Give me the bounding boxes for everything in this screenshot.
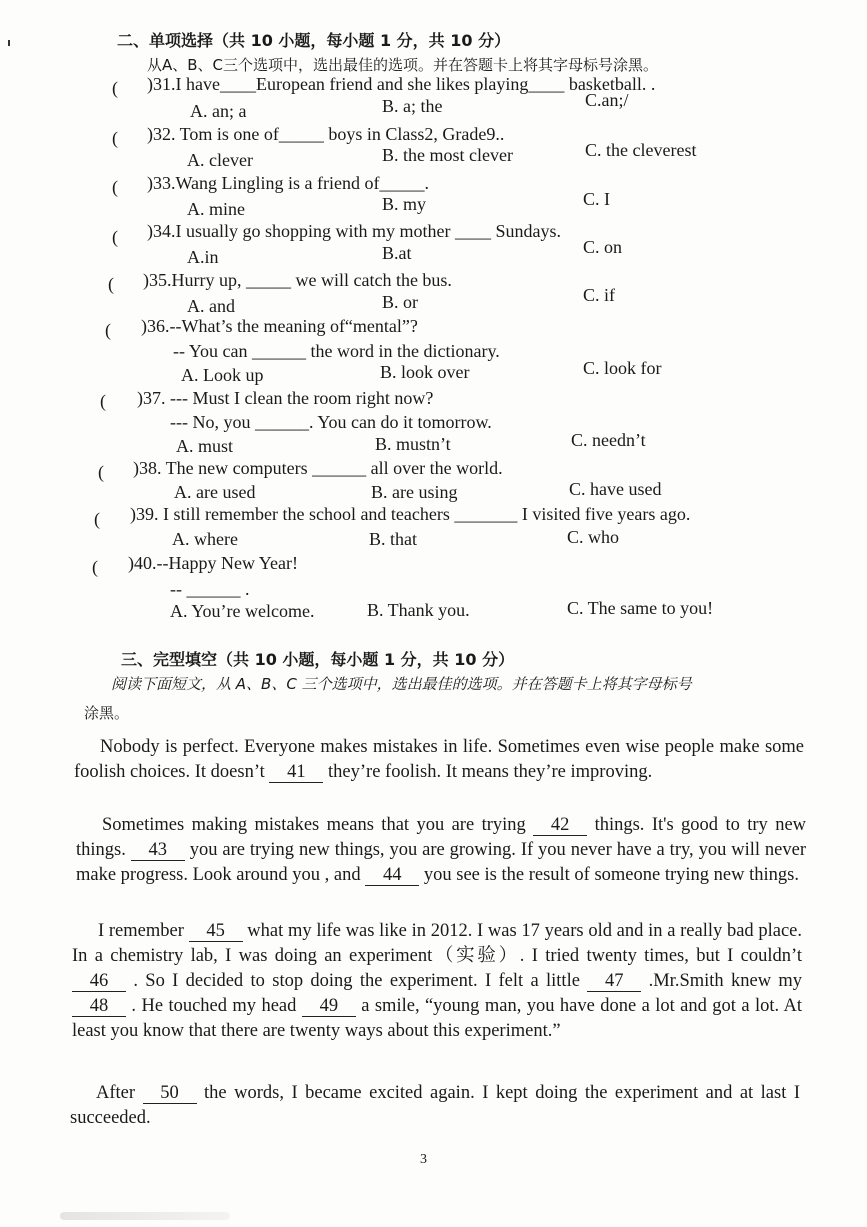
q33-option-c: C. I bbox=[583, 189, 610, 209]
p1-text-2: they’re foolish. It means they’re improving. bbox=[328, 762, 653, 782]
q36-option-b: B. look over bbox=[380, 362, 470, 382]
p3-text-5: . He touched my head bbox=[131, 996, 297, 1016]
section3-instruction-line2: 涂黑。 bbox=[84, 704, 130, 722]
blank-48: 48 bbox=[72, 996, 126, 1017]
q35-stem: )35.Hurry up, _____ we will catch the bus. bbox=[143, 270, 452, 290]
q33-paren: ( bbox=[112, 177, 118, 197]
q31-stem: )31.I have____European friend and she likes playing____ basketball. . bbox=[147, 74, 656, 94]
p1-text-1: Nobody is perfect. Everyone makes mistakes in life. Sometimes even wise people make some foolish choices. It doesn’t bbox=[74, 737, 804, 782]
q40-option-a: A. You’re welcome. bbox=[170, 601, 315, 621]
p2-text-3: you are trying new things, you are growing. If you never have a try, you will never make progress. Look around you , and bbox=[76, 840, 807, 885]
section2-instruction: 从A、B、C三个选项中，选出最佳的选项。并在答题卡上将其字母标号涂黑。 bbox=[147, 56, 659, 74]
p2-text-4: you see is the result of someone trying new things. bbox=[423, 865, 799, 885]
q31-option-b: B. a; the bbox=[382, 96, 443, 116]
q34-paren: ( bbox=[112, 227, 118, 247]
blank-47: 47 bbox=[587, 971, 641, 992]
q32-stem: )32. Tom is one of_____ boys in Class2, Grade9.. bbox=[147, 124, 505, 144]
q32-option-a: A. clever bbox=[187, 150, 253, 170]
q32-option-b: B. the most clever bbox=[382, 145, 513, 165]
q36-stem: )36.--What’s the meaning of“mental”? bbox=[141, 316, 418, 336]
blank-42: 42 bbox=[533, 815, 587, 836]
q38-paren: ( bbox=[98, 462, 104, 482]
blank-41: 41 bbox=[269, 762, 323, 783]
q33-option-a: A. mine bbox=[187, 199, 245, 219]
q34-option-a: A.in bbox=[187, 247, 219, 267]
q35-option-b: B. or bbox=[382, 292, 418, 312]
q39-option-b: B. that bbox=[369, 529, 417, 549]
q37-stem: )37. --- Must I clean the room right now? bbox=[137, 388, 434, 408]
blank-43: 43 bbox=[131, 840, 185, 861]
q33-stem: )33.Wang Lingling is a friend of_____. bbox=[147, 173, 429, 193]
passage-paragraph-2 bbox=[76, 813, 806, 888]
q35-paren: ( bbox=[108, 274, 114, 294]
q38-option-c: C. have used bbox=[569, 479, 662, 499]
q32-paren: ( bbox=[112, 128, 118, 148]
q37-paren: ( bbox=[100, 391, 106, 411]
q40-option-b: B. Thank you. bbox=[367, 600, 470, 620]
blank-49: 49 bbox=[302, 996, 356, 1017]
q32-option-c: C. the cleverest bbox=[585, 140, 697, 160]
q40-option-c: C. The same to you! bbox=[567, 598, 714, 618]
q37-option-a: A. must bbox=[176, 436, 234, 456]
q31-paren: ( bbox=[112, 78, 118, 98]
section2-title: 二、单项选择（共 10 小题，每小题 1 分，共 10 分） bbox=[117, 31, 511, 50]
p3-text-4: .Mr.Smith knew my bbox=[648, 971, 803, 991]
q38-option-a: A. are used bbox=[174, 482, 256, 502]
p4-text-2: the words, I became excited again. I kept doing the experiment and at last I succeeded. bbox=[70, 1083, 801, 1128]
q40-stem-line2: -- ______ . bbox=[170, 579, 250, 599]
p3-text-1: I remember bbox=[98, 921, 184, 941]
p3-text-6: a smile, “young man, you have done a lot and got a lot. At least you know that there are twenty ways about this experiment.” bbox=[72, 996, 803, 1041]
q37-option-b: B. mustn’t bbox=[375, 434, 451, 454]
p3-text-2: what my life was like in 2012. I was 17 years old and in a really bad place. In a chemistry lab, I was doing an experiment（实验）. I tried twenty times, but I couldn’t bbox=[72, 921, 803, 966]
q35-option-c: C. if bbox=[583, 285, 616, 305]
q35-option-a: A. and bbox=[187, 296, 235, 316]
q39-paren: ( bbox=[94, 509, 100, 529]
p2-text-2: things. It's good to try new things. bbox=[76, 815, 807, 860]
q34-option-c: C. on bbox=[583, 237, 623, 257]
page-number: 3 bbox=[420, 1152, 427, 1167]
q37-stem-line2: --- No, you ______. You can do it tomorrow. bbox=[170, 412, 492, 432]
q33-option-b: B. my bbox=[382, 194, 427, 214]
q39-option-c: C. who bbox=[567, 527, 620, 547]
q37-option-c: C. needn’t bbox=[571, 430, 646, 450]
passage-paragraph-4 bbox=[70, 1081, 800, 1131]
blank-44: 44 bbox=[365, 865, 419, 886]
q36-option-a: A. Look up bbox=[181, 365, 264, 385]
passage-paragraph-3 bbox=[72, 919, 802, 1044]
q38-stem: )38. The new computers ______ all over the world. bbox=[133, 458, 503, 478]
blank-46: 46 bbox=[72, 971, 126, 992]
section3-title: 三、完型填空（共 10 小题，每小题 1 分，共 10 分） bbox=[121, 650, 515, 669]
blank-50: 50 bbox=[143, 1083, 197, 1104]
p3-text-3: . So I decided to stop doing the experiment. I felt a little bbox=[133, 971, 580, 991]
q34-option-b: B.at bbox=[382, 243, 412, 263]
scan-smudge bbox=[60, 1212, 230, 1220]
section3-instruction: 阅读下面短文，从 A、B、C 三个选项中，选出最佳的选项。并在答题卡上将其字母标号 bbox=[111, 675, 692, 693]
q38-option-b: B. are using bbox=[371, 482, 458, 502]
q36-stem-line2: -- You can ______ the word in the dictionary. bbox=[173, 341, 500, 361]
q39-stem: )39. I still remember the school and teachers _______ I visited five years ago. bbox=[130, 504, 691, 524]
q36-option-c: C. look for bbox=[583, 358, 662, 378]
q40-stem: )40.--Happy New Year! bbox=[128, 553, 298, 573]
q31-option-c: C.an;/ bbox=[585, 90, 629, 110]
q31-option-a: A. an; a bbox=[190, 101, 247, 121]
p4-text-1: After bbox=[96, 1083, 136, 1103]
p2-text-1: Sometimes making mistakes means that you are trying bbox=[102, 815, 526, 835]
q40-paren: ( bbox=[92, 557, 98, 577]
scan-mark bbox=[8, 40, 10, 46]
passage-paragraph-1 bbox=[74, 735, 804, 785]
q39-option-a: A. where bbox=[172, 529, 238, 549]
q34-stem: )34.I usually go shopping with my mother ____ Sundays. bbox=[147, 221, 561, 241]
q36-paren: ( bbox=[105, 320, 111, 340]
blank-45: 45 bbox=[189, 921, 243, 942]
